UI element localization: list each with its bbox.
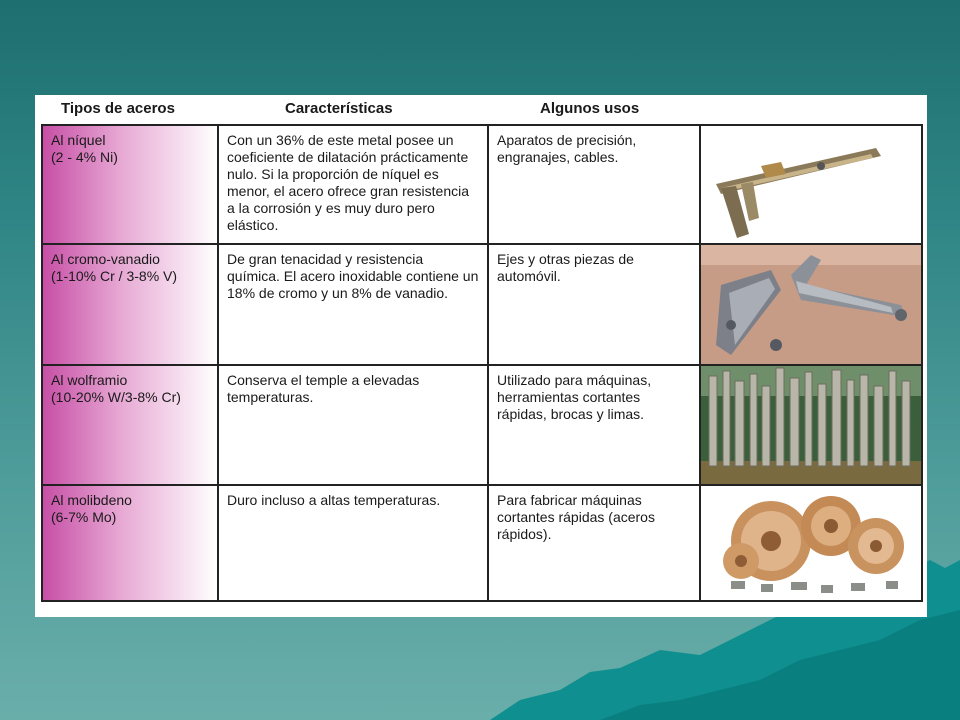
header-characteristics: Características: [285, 100, 393, 117]
type-name: Al níquel: [51, 132, 106, 148]
table-row: [43, 126, 921, 245]
characteristics-cell: Conserva el temple a elevadas temperaturas.: [219, 366, 489, 484]
characteristics-cell: De gran tenacidad y resistencia química. El acero inoxidable contiene un 18% de cromo y un 8% de vanadio.: [219, 245, 489, 364]
type-name: Al wolframio: [51, 372, 128, 388]
uses-cell: Utilizado para máquinas, herramientas cortantes rápidas, brocas y limas.: [489, 366, 701, 484]
type-name: Al cromo-vanadio: [51, 251, 160, 267]
table-row: [43, 486, 921, 600]
type-composition: (6-7% Mo): [51, 509, 117, 525]
header-types: Tipos de aceros: [61, 100, 175, 117]
drill-bits-photo: [701, 366, 921, 484]
caliper-photo: [701, 126, 921, 243]
characteristics-cell: Duro incluso a altas temperaturas.: [219, 486, 489, 600]
auto-parts-photo: [701, 245, 921, 364]
type-cell: [43, 126, 219, 243]
table-row: [43, 245, 921, 366]
uses-cell: Ejes y otras piezas de automóvil.: [489, 245, 701, 364]
type-cell: [43, 245, 219, 364]
uses-cell: Aparatos de precisión, engranajes, cables.: [489, 126, 701, 243]
type-cell: [43, 486, 219, 600]
uses-cell: Para fabricar máquinas cortantes rápidas (aceros rápidos).: [489, 486, 701, 600]
table-row: [43, 366, 921, 486]
type-composition: (10-20% W/3-8% Cr): [51, 389, 181, 405]
type-name: Al molibdeno: [51, 492, 132, 508]
table-grid: [41, 124, 923, 602]
cutting-discs-photo: [701, 486, 921, 600]
type-composition: (2 - 4% Ni): [51, 149, 118, 165]
type-cell: [43, 366, 219, 484]
type-composition: (1-10% Cr / 3-8% V): [51, 268, 178, 284]
steel-types-table: [35, 95, 927, 617]
characteristics-cell: Con un 36% de este metal posee un coeficiente de dilatación prácticamente nulo. Si la proporción de níquel es menor, el acero ofrece gran resistencia a la corrosión y es muy duro pero elástico.: [219, 126, 489, 243]
header-uses: Algunos usos: [540, 100, 640, 117]
